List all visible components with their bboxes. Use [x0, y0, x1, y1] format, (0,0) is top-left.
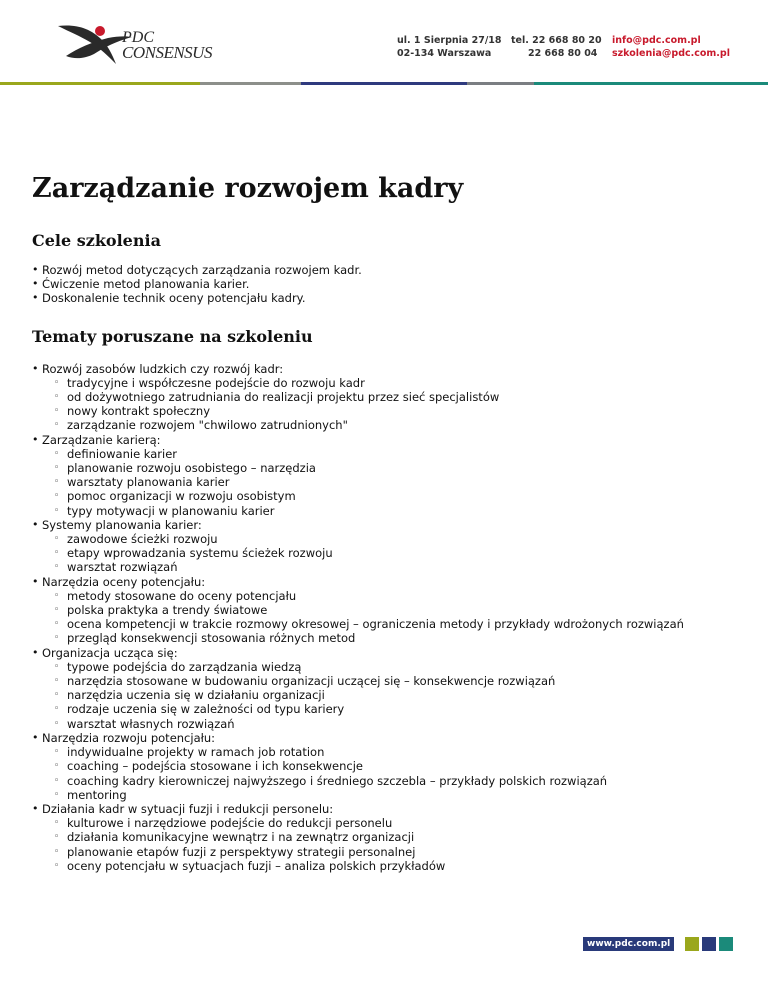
subtopic-list [42, 447, 732, 518]
footer-color-square [685, 937, 699, 951]
page-title: Zarządzanie rozwojem kadry [32, 173, 464, 204]
subtopic-item: ◦ coaching – podejścia stosowane i ich konsekwencje [42, 759, 732, 773]
topic-label: Organizacja ucząca się: [42, 645, 178, 660]
goals-list [32, 263, 732, 306]
topics-heading: Tematy poruszane na szkoleniu [32, 326, 313, 346]
document-body [32, 160, 732, 873]
topic-item [32, 646, 732, 731]
topic-item [32, 802, 732, 873]
subtopic-item: ◦ typy motywacji w planowaniu karier [42, 504, 732, 518]
subtopic-item: ◦ tradycyjne i współczesne podejście do rozwoju kadr [42, 376, 732, 390]
topic-item [32, 433, 732, 518]
topics-list [32, 362, 732, 873]
subtopic-list [42, 660, 732, 731]
subtopic-item: ◦ działania komunikacyjne wewnątrz i na zewnątrz organizacji [42, 830, 732, 844]
goal-item: • Ćwiczenie metod planowania karier. [32, 277, 732, 291]
topic-label: Narzędzia oceny potencjału: [42, 574, 206, 589]
subtopic-item: ◦ narzędzia uczenia się w działaniu organizacji [42, 688, 732, 702]
subtopic-item: ◦ planowanie etapów fuzji z perspektywy strategii personalnej [42, 845, 732, 859]
topic-item [32, 362, 732, 433]
subtopic-list [42, 745, 732, 802]
subtopic-item: ◦ warsztat rozwiązań [42, 560, 732, 574]
logo-brand-bottom: CONSENSUS [122, 43, 212, 62]
subtopic-item: ◦ mentoring [42, 788, 732, 802]
footer-color-square [702, 937, 716, 951]
subtopic-item: ◦ warsztat własnych rozwiązań [42, 717, 732, 731]
subtopic-item: ◦ kulturowe i narzędziowe podejście do redukcji personelu [42, 816, 732, 830]
topic-label: Narzędzia rozwoju potencjału: [42, 730, 216, 745]
subtopic-list [42, 532, 732, 575]
subtopic-item: ◦ nowy kontrakt społeczny [42, 404, 732, 418]
subtopic-item: ◦ warsztaty planowania karier [42, 475, 732, 489]
topic-label: Systemy planowania karier: [42, 517, 202, 532]
subtopic-item: ◦ etapy wprowadzania systemu ścieżek rozwoju [42, 546, 732, 560]
goals-heading: Cele szkolenia [32, 231, 161, 250]
subtopic-item: ◦ przegląd konsekwencji stosowania różnych metod [42, 631, 732, 645]
subtopic-list [42, 376, 732, 433]
subtopic-item: ◦ zarządzanie rozwojem "chwilowo zatrudnionych" [42, 418, 732, 432]
subtopic-item: ◦ od dożywotniego zatrudniania do realizacji projektu przez sieć specjalistów [42, 390, 732, 404]
subtopic-list [42, 816, 732, 873]
topic-item [32, 575, 732, 646]
website-link[interactable]: www.pdc.com.pl [583, 937, 674, 951]
subtopic-item: ◦ rodzaje uczenia się w zależności od typu kariery [42, 702, 732, 716]
subtopic-item: ◦ pomoc organizacji w rozwoju osobistym [42, 489, 732, 503]
topic-item [32, 731, 732, 802]
address-block [397, 34, 502, 60]
footer-color-square [719, 937, 733, 951]
topic-label: Rozwój zasobów ludzkich czy rozwój kadr: [42, 361, 284, 376]
subtopic-item: ◦ polska praktyka a trendy światowe [42, 603, 732, 617]
page-header [0, 0, 768, 90]
logo-brand-top: PDC [122, 29, 154, 46]
goal-item: • Rozwój metod dotyczących zarządzania rozwojem kadr. [32, 263, 732, 277]
subtopic-list [42, 589, 732, 646]
subtopic-item: ◦ definiowanie karier [42, 447, 732, 461]
email-link-info[interactable]: info@pdc.com.pl [612, 35, 701, 46]
phone-line-2: 22 668 80 04 [528, 48, 598, 59]
page-footer [583, 937, 733, 951]
subtopic-item: ◦ typowe podejścia do zarządzania wiedzą [42, 660, 732, 674]
topic-label: Zarządzanie karierą: [42, 432, 161, 447]
phone-line-1: tel. 22 668 80 20 [511, 35, 602, 46]
topic-label: Działania kadr w sytuacji fuzji i redukcji personelu: [42, 801, 334, 816]
subtopic-item: ◦ narzędzia stosowane w budowaniu organizacji uczącej się – konsekwencje rozwiązań [42, 674, 732, 688]
subtopic-item: ◦ coaching kadry kierowniczej najwyższego i średniego szczebla – przykłady polskich rozwiązań [42, 774, 732, 788]
subtopic-item: ◦ ocena kompetencji w trakcie rozmowy okresowej – ograniczenia metody i przykłady wdrożonych rozwiązań [42, 617, 732, 631]
address-line-1: ul. 1 Sierpnia 27/18 [397, 35, 502, 46]
subtopic-item: ◦ zawodowe ścieżki rozwoju [42, 532, 732, 546]
goal-item: • Doskonalenie technik oceny potencjału kadry. [32, 291, 732, 305]
subtopic-item: ◦ indywidualne projekty w ramach job rotation [42, 745, 732, 759]
subtopic-item: ◦ metody stosowane do oceny potencjału [42, 589, 732, 603]
header-divider [0, 82, 768, 85]
topic-item [32, 518, 732, 575]
subtopic-item: ◦ planowanie rozwoju osobistego – narzędzia [42, 461, 732, 475]
phone-block [511, 34, 602, 60]
address-line-2: 02-134 Warszawa [397, 48, 492, 59]
pdc-consensus-logo [56, 18, 246, 68]
email-link-szkolenia[interactable]: szkolenia@pdc.com.pl [612, 48, 730, 59]
email-block [612, 34, 730, 60]
subtopic-item: ◦ oceny potencjału w sytuacjach fuzji – analiza polskich przykładów [42, 859, 732, 873]
